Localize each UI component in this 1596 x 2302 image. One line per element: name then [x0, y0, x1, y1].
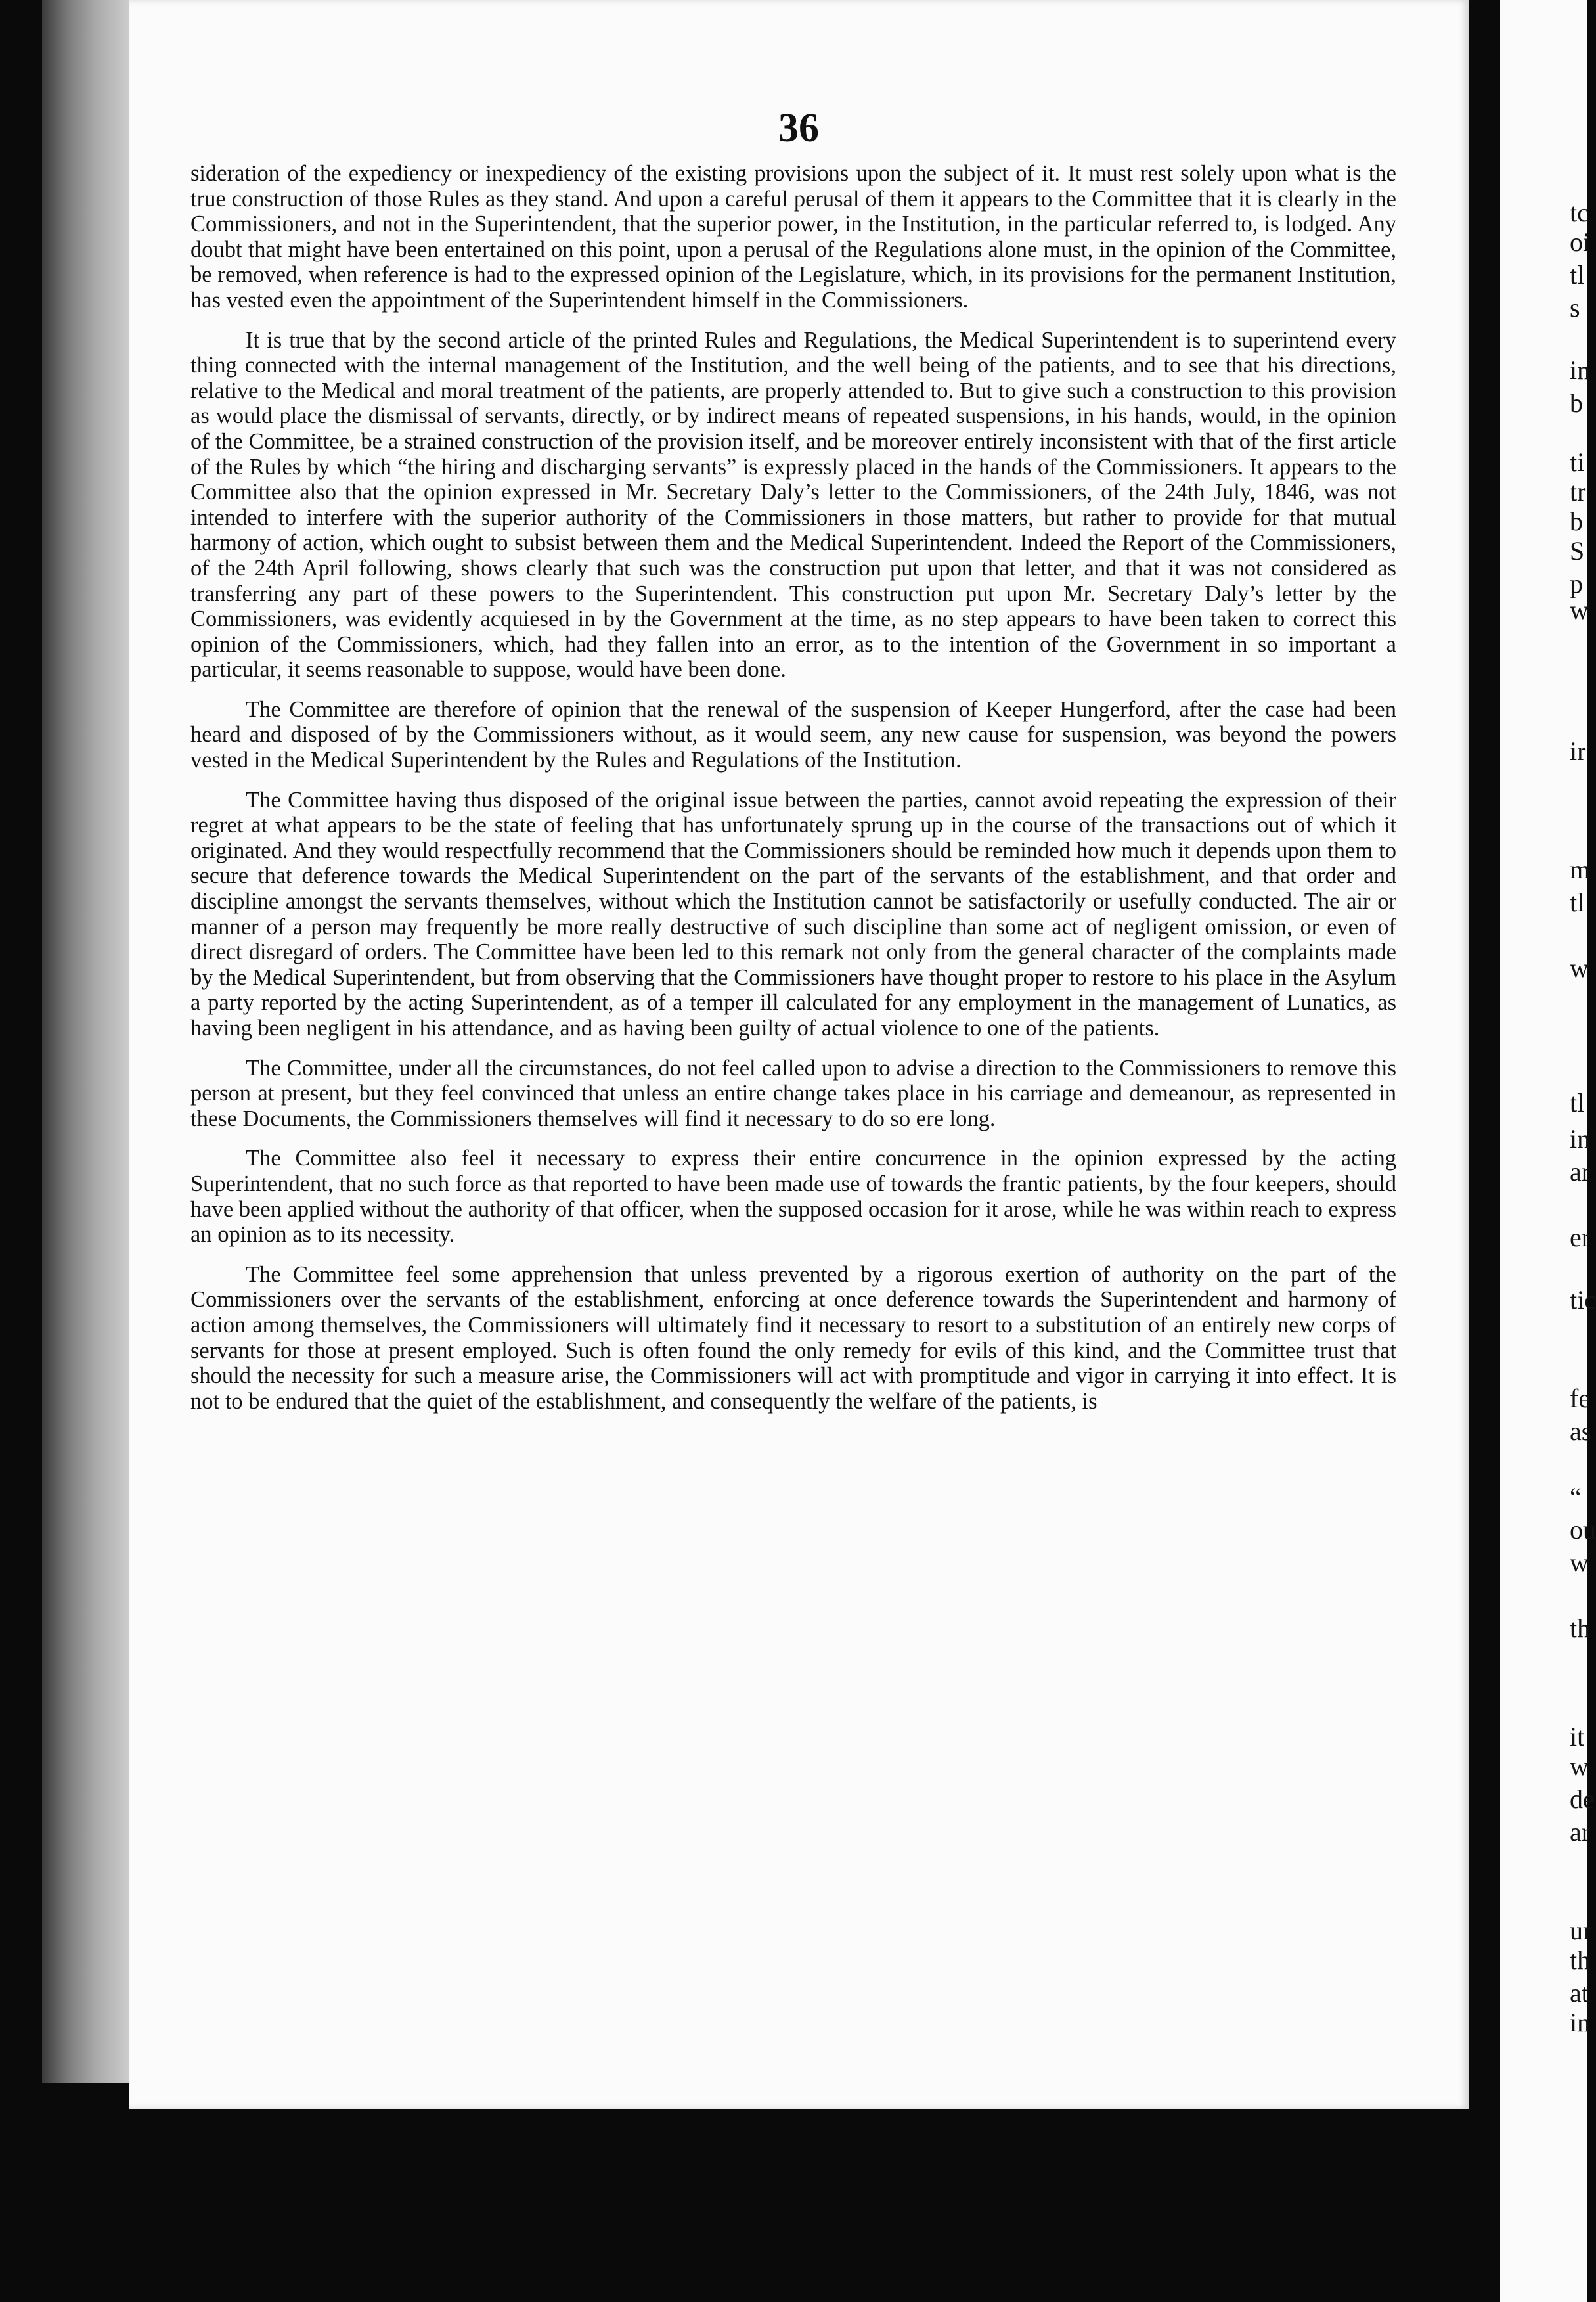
paragraph: The Committee having thus disposed of the original issue between the parties, cannot avoid repeating the expression of their regret at what appears to be the state of feeling that has unfortunately sprung up in the course of the transactions out of which it originated. And they would respectfully recommend that the Commissioners should be reminded how much it depends upon them to secure that deference towards the Medical Superintendent on the part of the servants of the establishment, and that order and discipline amongst the servants themselves, without which the Institution cannot be satisfactorily or usefully conducted. The air or manner of a person may frequently be more really destructive of such discipline than some act of negligent omission, or even of direct disregard of orders. The Committee have been led to this remark not only from the general character of the complaints made by the Medical Superintendent, but from observing that the Commissioners have thought proper to restore to his place in the Asylum a party reported by the acting Superintendent, as of a temper ill calculated for any employment in the management of Lunatics, as having been negligent in his attendance, and as having been guilty of actual violence to one of the patients. — [190, 787, 1396, 1041]
facing-page-fragment: in — [1570, 1124, 1591, 1154]
facing-page-fragment: at — [1570, 1978, 1589, 2008]
facing-page-fragment: w — [1570, 1751, 1589, 1781]
scanned-page — [129, 0, 1469, 2109]
facing-page-fragment: ar — [1570, 1817, 1591, 1847]
paragraph: The Committee are therefore of opinion that the renewal of the suspension of Keeper Hungerford, after the case had been heard and disposed of by the Commissioners without, as it would seem, any new cause for suspension, was beyond the powers vested in the Medical Superintendent by the Rules and Regulations of the Institution. — [190, 696, 1396, 773]
body-text — [190, 161, 1396, 1414]
facing-page-fragment: w — [1570, 953, 1589, 983]
paragraph-continued: sideration of the expediency or inexpediency of the existing provisions upon the subject of it. It must rest solely upon what is the true construction of those Rules as they stand. And upon a careful perusal of them it appears to the Committee that it is clearly in the Commissioners, and not in the Superintendent, that the superior power, in the Institution, in the particular referred to, is lodged. Any doubt that might have been entertained on this point, upon a perusal of the Regulations alone must, in the opinion of the Committee, be removed, when reference is had to the expressed opinion of the Legislature, which, in its provisions for the permanent Institution, has vested even the appointment of the Superintendent himself in the Commissioners. — [190, 161, 1396, 313]
facing-page-fragment: er — [1570, 1223, 1591, 1252]
paragraph: The Committee feel some apprehension that unless prevented by a rigorous exertion of authority on the part of the Commissioners over the servants of the establishment, enforcing at once deference towards the Superintendent and harmony of action among themselves, the Commissioners will ultimately find it necessary to resort to a substitution of an entirely new corps of servants for those at present employed. Such is often found the only remedy for evils of this kind, and the Committee trust that should the necessity for such a measure arise, the Commissioners will act with promptitude and vigor in carrying it into effect. It is not to be endured that the quiet of the establishment, and consequently the welfare of the patients, is — [190, 1261, 1396, 1414]
facing-page-fragment: w — [1570, 1548, 1589, 1577]
facing-page-fragment: b — [1570, 388, 1583, 418]
facing-page-fragment: tl — [1570, 1088, 1585, 1117]
facing-page-fragment: ar — [1570, 1157, 1591, 1186]
facing-page-fragment: th — [1570, 1614, 1591, 1643]
book-binding-edge — [42, 0, 131, 2083]
facing-page-fragment: “ — [1570, 1482, 1582, 1512]
facing-page-fragment: S — [1570, 536, 1585, 566]
facing-page-fragment: s — [1570, 293, 1580, 323]
facing-page-fragment: tic — [1570, 1285, 1596, 1315]
facing-page-fragment: in — [1570, 355, 1591, 385]
facing-page-fragment: w — [1570, 595, 1589, 625]
facing-page-fragment: ti — [1570, 447, 1585, 477]
facing-page-fragment: tc — [1570, 198, 1589, 227]
paragraph: The Committee, under all the circumstances, do not feel called upon to advise a direction to the Commissioners to remove this person at present, but they feel convinced that unless an entire change takes place in his carriage and demeanour, as represented in these Documents, the Commissioners themselves will find it necessary to do so ere long. — [190, 1055, 1396, 1131]
facing-page-fragment: de — [1570, 1784, 1595, 1814]
facing-page-fragment: m — [1570, 855, 1591, 884]
paragraph: It is true that by the second article of the printed Rules and Regulations, the Medical Superintendent is to superintend every thing connected with the internal management of the Institution, and the well being of the patients, and to see that his directions, relative to the Medical and moral treatment of the patients, are properly attended to. But to give such a construction to this provision as would place the dismissal of servants, directly, or by indirect means of repeated suspensions, in his hands, would, in the opinion of the Committee, be a strained construction of the provision itself, and be moreover entirely inconsistent with that of the first article of the Rules by which “the hiring and discharging servants” is expressly placed in the hands of the Commissioners. It appears to the Committee also that the opinion expressed in Mr. Secretary Daly’s letter to the Commissioners, of the 24th July, 1846, was not intended to interfere with the superior authority of the Commissioners in those matters, but rather to provide for that mutual harmony of action, which ought to subsist between them and the Medical Superintendent. Indeed the Report of the Commissioners, of the 24th April following, shows clearly that such was the construction put upon that letter, and that it was not considered as transferring any part of these powers to the Superintendent. This construction put upon Mr. Secretary Daly’s letter by the Commissioners, was evidently acquiesed in by the Government at the time, as no step appears to have been taken to correct this opinion of the Commissioners, which, had they fallen into an error, as to the intention of the Government in so important a particular, it seems reasonable to suppose, would have been done. — [190, 327, 1396, 683]
facing-page-fragment: it — [1570, 1722, 1585, 1751]
facing-page-fragment: ou — [1570, 1515, 1596, 1545]
facing-page-fragment: ir — [1570, 736, 1586, 766]
facing-page-fragment: as — [1570, 1416, 1592, 1446]
facing-page-fragment: fe — [1570, 1384, 1591, 1413]
facing-page-fragment: th — [1570, 1945, 1591, 1975]
facing-page-fragment: b — [1570, 507, 1583, 536]
facing-page-fragment: oi — [1570, 227, 1591, 257]
facing-page-fragment: p — [1570, 569, 1583, 598]
facing-page-fragment: tl — [1570, 260, 1585, 290]
facing-page-fragment: ur — [1570, 1916, 1592, 1945]
page-number: 36 — [778, 106, 819, 150]
paragraph: The Committee also feel it necessary to express their entire concurrence in the opinion expressed by the acting Superintendent, that no such force as that reported to have been made use of towards the frantic patients, by the four keepers, should have been applied without the authority of that officer, when the supposed occasion for it arose, while he was within reach to express an opinion as to its necessity. — [190, 1146, 1396, 1248]
facing-page-fragment: tl — [1570, 888, 1585, 917]
facing-page-fragment: in — [1570, 2008, 1591, 2037]
facing-page-fragment: tr — [1570, 477, 1586, 507]
